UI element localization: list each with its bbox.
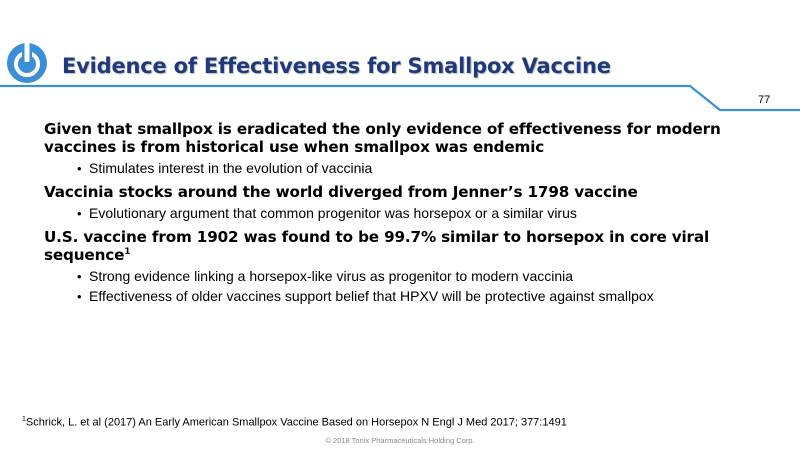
section-2 — [44, 183, 744, 222]
bullet-item: • Evolutionary argument that common progenitor was horsepox or a similar virus — [44, 205, 744, 222]
footnote — [22, 416, 567, 429]
section-heading: Given that smallpox is eradicated the only evidence of effectiveness for modern vaccines is from historical use when smallpox was endemic — [44, 120, 721, 156]
section-heading-text: U.S. vaccine from 1902 was found to be 99.7% similar to horsepox in core viral sequence — [44, 228, 710, 264]
bullet-item: • Effectiveness of older vaccines support belief that HPXV will be protective against smallpox — [44, 288, 744, 305]
page-title: Evidence of Effectiveness for Smallpox Vaccine — [62, 54, 611, 78]
section-3 — [44, 228, 744, 305]
section-heading — [44, 228, 744, 264]
footnote-marker: 1 — [22, 416, 26, 423]
copyright-notice: © 2018 Tonix Pharmaceuticals Holding Corp. — [325, 436, 475, 445]
bullet-item: • Strong evidence linking a horsepox-like virus as progenitor to modern vaccinia — [44, 268, 744, 285]
bullet-item: • Stimulates interest in the evolution of vaccinia — [44, 160, 744, 177]
header-divider-line — [0, 78, 800, 118]
section-1 — [44, 120, 744, 177]
section-heading: Vaccinia stocks around the world diverged from Jenner’s 1798 vaccine — [44, 183, 638, 201]
slide-content — [44, 120, 744, 311]
footnote-reference: 1 — [124, 246, 131, 257]
footnote-text: Schrick, L. et al (2017) An Early American Smallpox Vaccine Based on Horsepox N Engl J Med 2017; 377:1491 — [25, 416, 567, 429]
bullet-list — [44, 160, 744, 177]
page-number: 77 — [758, 94, 771, 106]
bullet-list — [44, 205, 744, 222]
bullet-list — [44, 268, 744, 305]
